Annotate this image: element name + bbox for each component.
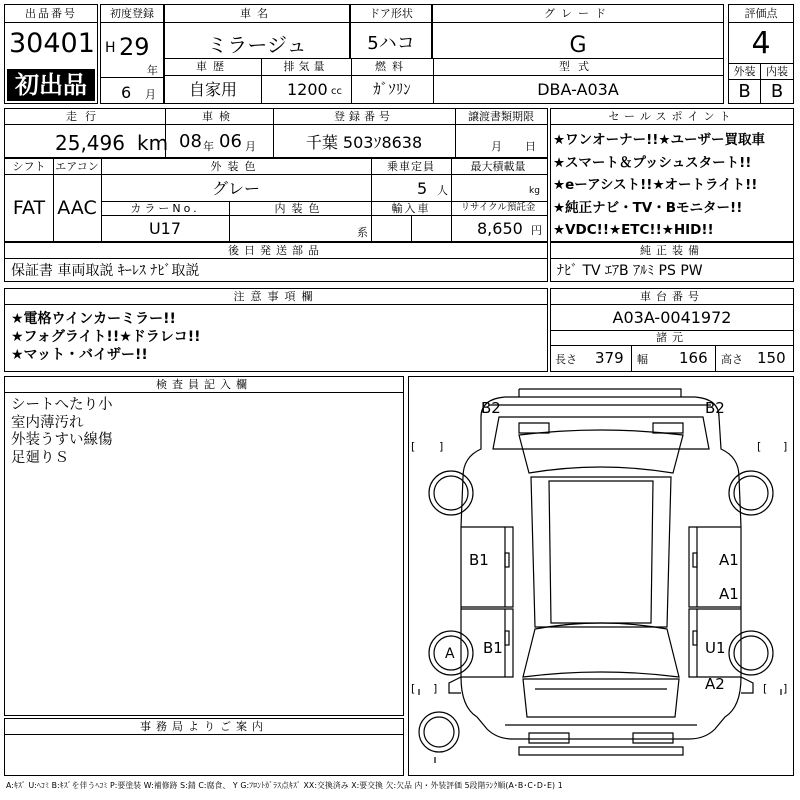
capacity-label: 乗車定員	[387, 160, 435, 173]
damage-mark-right-door-rear: A1	[719, 551, 739, 569]
spec-row-box	[164, 58, 724, 104]
model-code-value: DBA-A03A	[537, 80, 619, 99]
inspector-label: 検査員記入欄	[156, 378, 252, 391]
import-label: 輸入車	[391, 202, 431, 215]
lot-box	[4, 4, 98, 104]
registration-month-unit: 月	[145, 88, 156, 101]
inspector-line: シートへたり小	[11, 397, 113, 413]
transfer-deadline-label: 譲渡書類期限	[468, 110, 534, 123]
car-name-label: 車名	[240, 7, 274, 20]
capacity-value: 5	[417, 179, 428, 198]
notes-box	[4, 288, 548, 372]
notes-label: 注意事項欄	[233, 290, 319, 303]
sales-point-line: ★VDC!!★ETC!!★HID!!	[553, 222, 714, 238]
dimensions-label: 諸元	[656, 331, 688, 344]
factory-equipment-label: 純正装備	[640, 244, 704, 257]
note-line: ★フォグライト!!★ドラレコ!!	[11, 329, 201, 345]
damage-mark-right-door-front: A1	[719, 585, 739, 603]
plate-value: 千葉 503ｿ8638	[305, 133, 423, 152]
registration-box	[100, 4, 164, 104]
sales-point-line: ★eーアシスト!!★オートライト!!	[553, 177, 758, 193]
damage-mark-rear-right: B2	[705, 399, 725, 417]
aircon-label: エアコン	[55, 160, 99, 173]
fuel-label: 燃料	[375, 60, 409, 73]
sales-point-line: ★ワンオーナー!!★ユーザー買取車	[553, 132, 766, 148]
damage-mark-right-fender: U1	[705, 639, 726, 657]
inspector-line: 足廻りＳ	[11, 449, 69, 466]
bracket-left-close: ]	[439, 440, 444, 453]
sales-points-lines	[553, 129, 765, 242]
interior-grade-value: B	[770, 81, 784, 102]
later-parts-value: 保証書 車両取説 ｷｰﾚｽ ﾅﾋﾞ取説	[11, 263, 200, 279]
registration-year-unit: 年	[147, 64, 158, 77]
height-value: 150	[757, 349, 786, 367]
damage-mark-left-door-rear: B1	[469, 551, 489, 569]
door-value: 5ハコ	[367, 33, 415, 54]
note-line: ★電格ウインカーミラー!!	[11, 311, 176, 327]
sales-point-line: ★純正ナビ・TV・Bモニター!!	[553, 199, 743, 216]
displacement-label: 排気量	[283, 60, 329, 73]
note-line: ★マット・バイザー!!	[11, 347, 148, 363]
exterior-color-label: 外装色	[210, 160, 262, 173]
max-load-unit: kg	[529, 186, 540, 196]
bracket-bottom-left-close: ]	[433, 682, 438, 695]
aircon-value: AAC	[57, 197, 97, 219]
height-label: 高さ	[721, 353, 743, 366]
mileage-row-box	[4, 108, 548, 158]
sales-point-line: ★スマート＆プッシュスタート!!	[553, 154, 752, 171]
registration-month: 6	[121, 83, 132, 102]
width-value: 166	[679, 349, 708, 367]
interior-color-label: 内装色	[274, 202, 326, 215]
transfer-day-unit: 日	[525, 140, 536, 153]
score-label: 評価点	[744, 7, 778, 20]
damage-mark-left-sill: B1	[483, 639, 503, 657]
exterior-grade-label: 外装	[733, 65, 756, 78]
registration-year: 29	[119, 33, 150, 61]
exterior-grade-value: B	[738, 81, 751, 102]
car-diagram-box	[408, 376, 794, 776]
later-parts-label: 後日発送部品	[228, 244, 324, 257]
max-load-label: 最大積載量	[470, 160, 526, 173]
factory-equipment-box	[550, 242, 794, 282]
model-code-label: 型式	[559, 60, 597, 73]
inspection-year-unit: 年	[203, 140, 214, 153]
capacity-unit: 人	[437, 184, 448, 197]
color-no-value: U17	[148, 219, 182, 238]
interior-color-unit: 系	[357, 226, 368, 239]
grade-value: G	[569, 33, 587, 58]
factory-equipment-value: ﾅﾋﾞ TV ｴｱB ｱﾙﾐ PS PW	[557, 263, 703, 279]
length-label: 長さ	[555, 353, 577, 366]
damage-mark-right-front: A2	[705, 675, 725, 693]
inspector-lines	[11, 397, 113, 467]
grade-label: グレード	[544, 7, 612, 20]
interior-grade-label: 内装	[766, 65, 788, 78]
registration-label: 初度登録	[110, 7, 154, 20]
inspection-label: 車検	[202, 110, 236, 123]
shift-label: シフト	[12, 160, 46, 173]
inspection-month-unit: 月	[245, 140, 256, 153]
car-diagram	[409, 377, 792, 774]
registration-era: H	[105, 40, 116, 56]
office-label: 事務局よりご案内	[140, 720, 268, 733]
recycle-label: リサイクル預託金	[460, 202, 536, 213]
history-label: 車歴	[196, 60, 230, 73]
inspector-line: 室内薄汚れ	[11, 414, 84, 431]
later-parts-box	[4, 242, 548, 282]
mileage-value: 25,496	[55, 131, 125, 155]
damage-mark-left-front-wheel: A	[445, 646, 455, 662]
lot-number: 30401	[9, 28, 95, 59]
bracket-right-close: ]	[783, 440, 788, 453]
first-listing-text: 初出品	[15, 71, 87, 99]
displacement-value: 1200	[287, 80, 328, 99]
bracket-right-open: [	[757, 440, 762, 453]
inspector-line: 外装うすい線傷	[11, 432, 113, 448]
bracket-bottom-left-open: [	[411, 682, 416, 695]
length-value: 379	[595, 349, 624, 367]
lot-label: 出品番号	[25, 7, 77, 20]
car-name-value: ミラージュ	[207, 33, 307, 57]
displacement-unit: cc	[331, 86, 342, 97]
chassis-box	[550, 288, 794, 372]
shift-value: FAT	[12, 197, 46, 219]
damage-mark-rear-left: B2	[481, 399, 501, 417]
exterior-color-value: グレー	[211, 179, 260, 198]
score-box	[728, 4, 794, 104]
chassis-value: A03A-0041972	[612, 308, 732, 327]
sales-points-label: セールスポイント	[608, 110, 736, 123]
bracket-bottom-right-close: ]	[783, 682, 788, 695]
notes-lines	[11, 310, 201, 364]
inspection-month: 06	[219, 131, 242, 152]
sales-points-box	[550, 108, 794, 242]
recycle-unit: 円	[531, 224, 542, 237]
plate-label: 登録番号	[334, 110, 394, 123]
history-value: 自家用	[188, 80, 237, 99]
color-no-label: カラーNo.	[130, 202, 200, 215]
chassis-label: 車台番号	[640, 290, 704, 303]
inspector-box	[4, 376, 404, 716]
mileage-label: 走行	[66, 110, 104, 123]
score-value: 4	[751, 26, 771, 61]
legend-text: A:ｷｽﾞ U:ﾍｺﾐ B:ｷｽﾞを伴うﾍｺﾐ P:要塗装 W:補修跡 S:錆 C:腐食、 Y G:ﾌﾛﾝﾄｶﾞﾗｽ点ｷｽﾞ XX:交換済み X:要交換 欠:欠品 内・外装評価 5段階ﾗﾝｸ順(A･B･C･D･E) 1	[6, 781, 563, 790]
inspection-year: 08	[179, 131, 202, 152]
fuel-value: ｶﾞｿﾘﾝ	[373, 80, 411, 98]
recycle-value: 8,650	[477, 219, 523, 238]
door-label: ドア形状	[369, 7, 413, 20]
bracket-left-open: [	[411, 440, 416, 453]
office-box	[4, 718, 404, 776]
shift-row-box	[4, 158, 548, 242]
bracket-bottom-right-open: [	[763, 682, 768, 695]
transfer-month-unit: 月	[491, 140, 502, 153]
width-label: 幅	[637, 353, 648, 366]
mileage-unit: km	[137, 131, 169, 155]
